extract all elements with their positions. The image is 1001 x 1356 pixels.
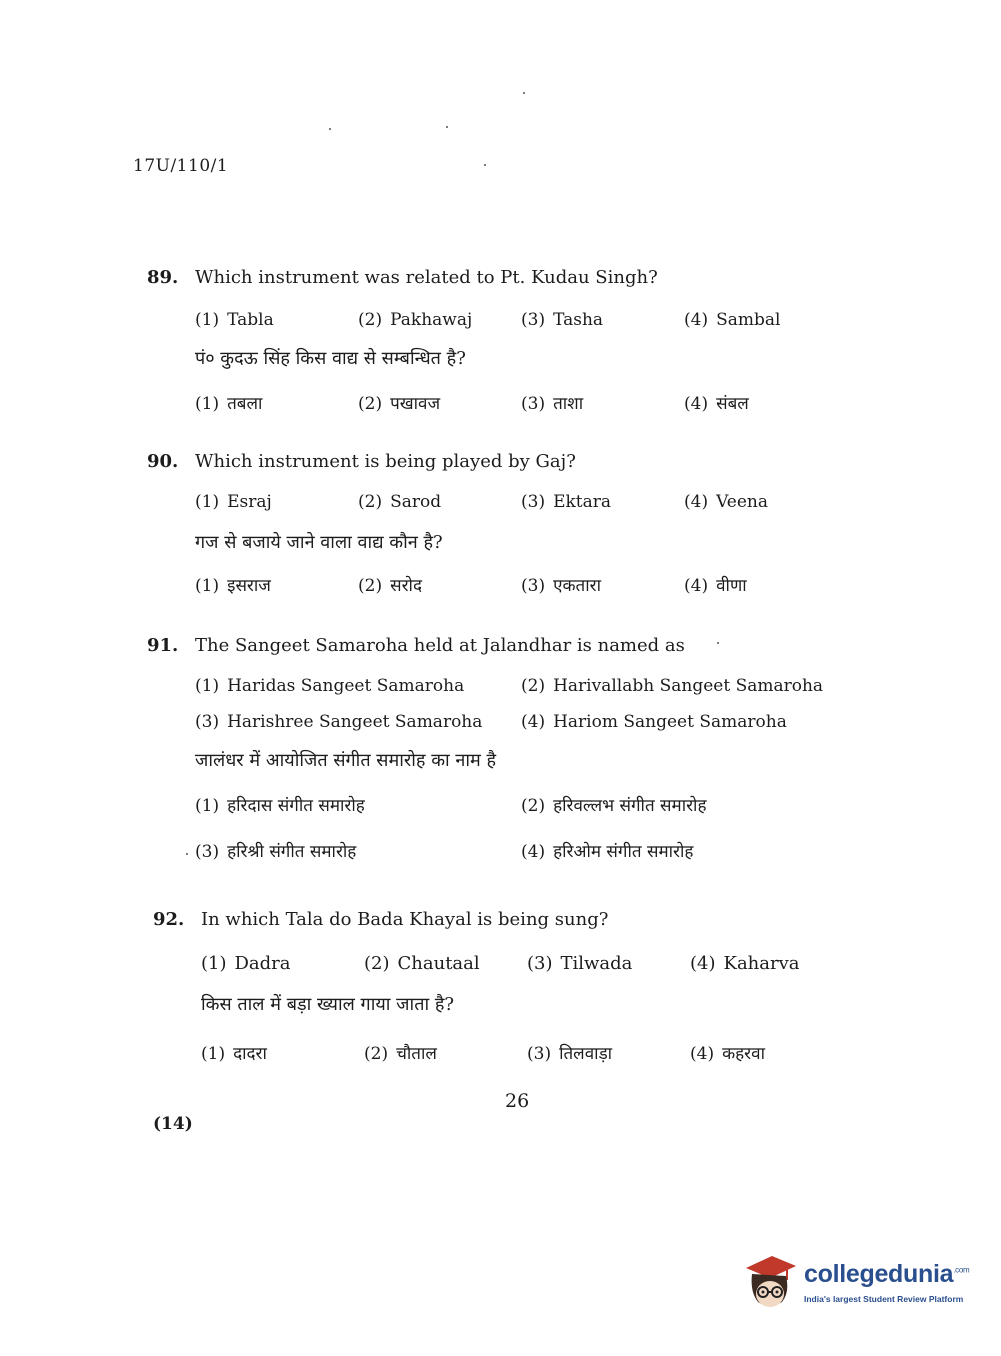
option-4-hi: (4) कहरवा <box>690 1044 765 1064</box>
question-text-en: Which instrument is being played by Gaj? <box>195 451 576 472</box>
graduate-mascot-icon <box>742 1252 798 1312</box>
option-1-hi: (1) हरिदास संगीत समारोह <box>195 796 365 816</box>
option-1: (1) Esraj <box>195 492 272 512</box>
option-3: (3) Ektara <box>521 492 612 512</box>
option-4-hi: (4) हरिओम संगीत समारोह <box>521 842 694 862</box>
option-3-hi: (3) एकतारा <box>521 576 601 596</box>
question-number: 89. <box>147 267 179 288</box>
options-hi-row-1 <box>195 794 867 818</box>
option-4: (4) Hariom Sangeet Samaroha <box>521 712 787 732</box>
question-text-hi: किस ताल में बड़ा ख्याल गाया जाता है? <box>201 994 455 1015</box>
options-hi <box>201 1042 873 1066</box>
options-en <box>195 308 867 332</box>
question-text-hi: जालंधर में आयोजित संगीत समारोह का नाम है <box>195 750 497 771</box>
option-4: (4) Veena <box>684 492 769 512</box>
option-3: (3) Tilwada <box>527 953 633 974</box>
options-hi <box>195 574 867 598</box>
option-2: (2) Sarod <box>358 492 442 512</box>
question-89 <box>147 266 867 416</box>
option-1: (1) Haridas Sangeet Samaroha <box>195 676 465 696</box>
options-en <box>195 490 867 514</box>
question-number: 92. <box>153 909 185 930</box>
option-3-hi: (3) तिलवाड़ा <box>527 1044 613 1064</box>
option-2-hi: (2) सरोद <box>358 576 422 596</box>
option-1-hi: (1) इसराज <box>195 576 271 596</box>
question-90 <box>147 450 867 598</box>
question-92 <box>153 908 873 1066</box>
option-2-hi: (2) पखावज <box>358 394 441 414</box>
series-code: (14) <box>153 1114 193 1134</box>
question-number: 91. <box>147 635 179 656</box>
options-en-row-2 <box>195 710 867 734</box>
question-text-en: The Sangeet Samaroha held at Jalandhar is named as <box>195 635 685 656</box>
option-3: (3) Tasha <box>521 310 604 330</box>
option-2: (2) Harivallabh Sangeet Samaroha <box>521 676 824 696</box>
option-3-hi: (3) हरिश्री संगीत समारोह <box>195 842 357 862</box>
option-3-hi: (3) ताशा <box>521 394 584 414</box>
option-1-hi: (1) तबला <box>195 394 263 414</box>
page-number: 26 <box>505 1090 530 1112</box>
question-text-hi: गज से बजाये जाने वाला वाद्य कौन है? <box>195 532 443 553</box>
option-3: (3) Harishree Sangeet Samaroha <box>195 712 483 732</box>
question-text-en: Which instrument was related to Pt. Kudau Singh? <box>195 267 658 288</box>
brand-name: collegedunia$^{.com}$ <box>804 1260 970 1288</box>
options-hi-row-2 <box>195 840 867 864</box>
option-4: (4) Kaharva <box>690 953 800 974</box>
option-1-hi: (1) दादरा <box>201 1044 267 1064</box>
question-text-hi: पं० कुदऊ सिंह किस वाद्य से सम्बन्धित है? <box>195 348 466 369</box>
options-hi <box>195 392 867 416</box>
options-en <box>201 952 873 976</box>
option-4-hi: (4) संबल <box>684 394 749 414</box>
option-4: (4) Sambal <box>684 310 781 330</box>
option-1: (1) Dadra <box>201 953 291 974</box>
page-code: 17U/110/1 <box>133 156 229 176</box>
option-2-hi: (2) चौताल <box>364 1044 437 1064</box>
option-4-hi: (4) वीणा <box>684 576 747 596</box>
collegedunia-watermark <box>742 1252 972 1312</box>
options-en-row-1 <box>195 674 867 698</box>
question-91 <box>147 634 867 864</box>
option-2: (2) Chautaal <box>364 953 480 974</box>
brand-tagline: India's largest Student Review Platform <box>804 1294 964 1304</box>
option-1: (1) Tabla <box>195 310 274 330</box>
option-2: (2) Pakhawaj <box>358 310 473 330</box>
option-2-hi: (2) हरिवल्लभ संगीत समारोह <box>521 796 707 816</box>
question-number: 90. <box>147 451 179 472</box>
question-text-en: In which Tala do Bada Khayal is being sung? <box>201 909 609 930</box>
